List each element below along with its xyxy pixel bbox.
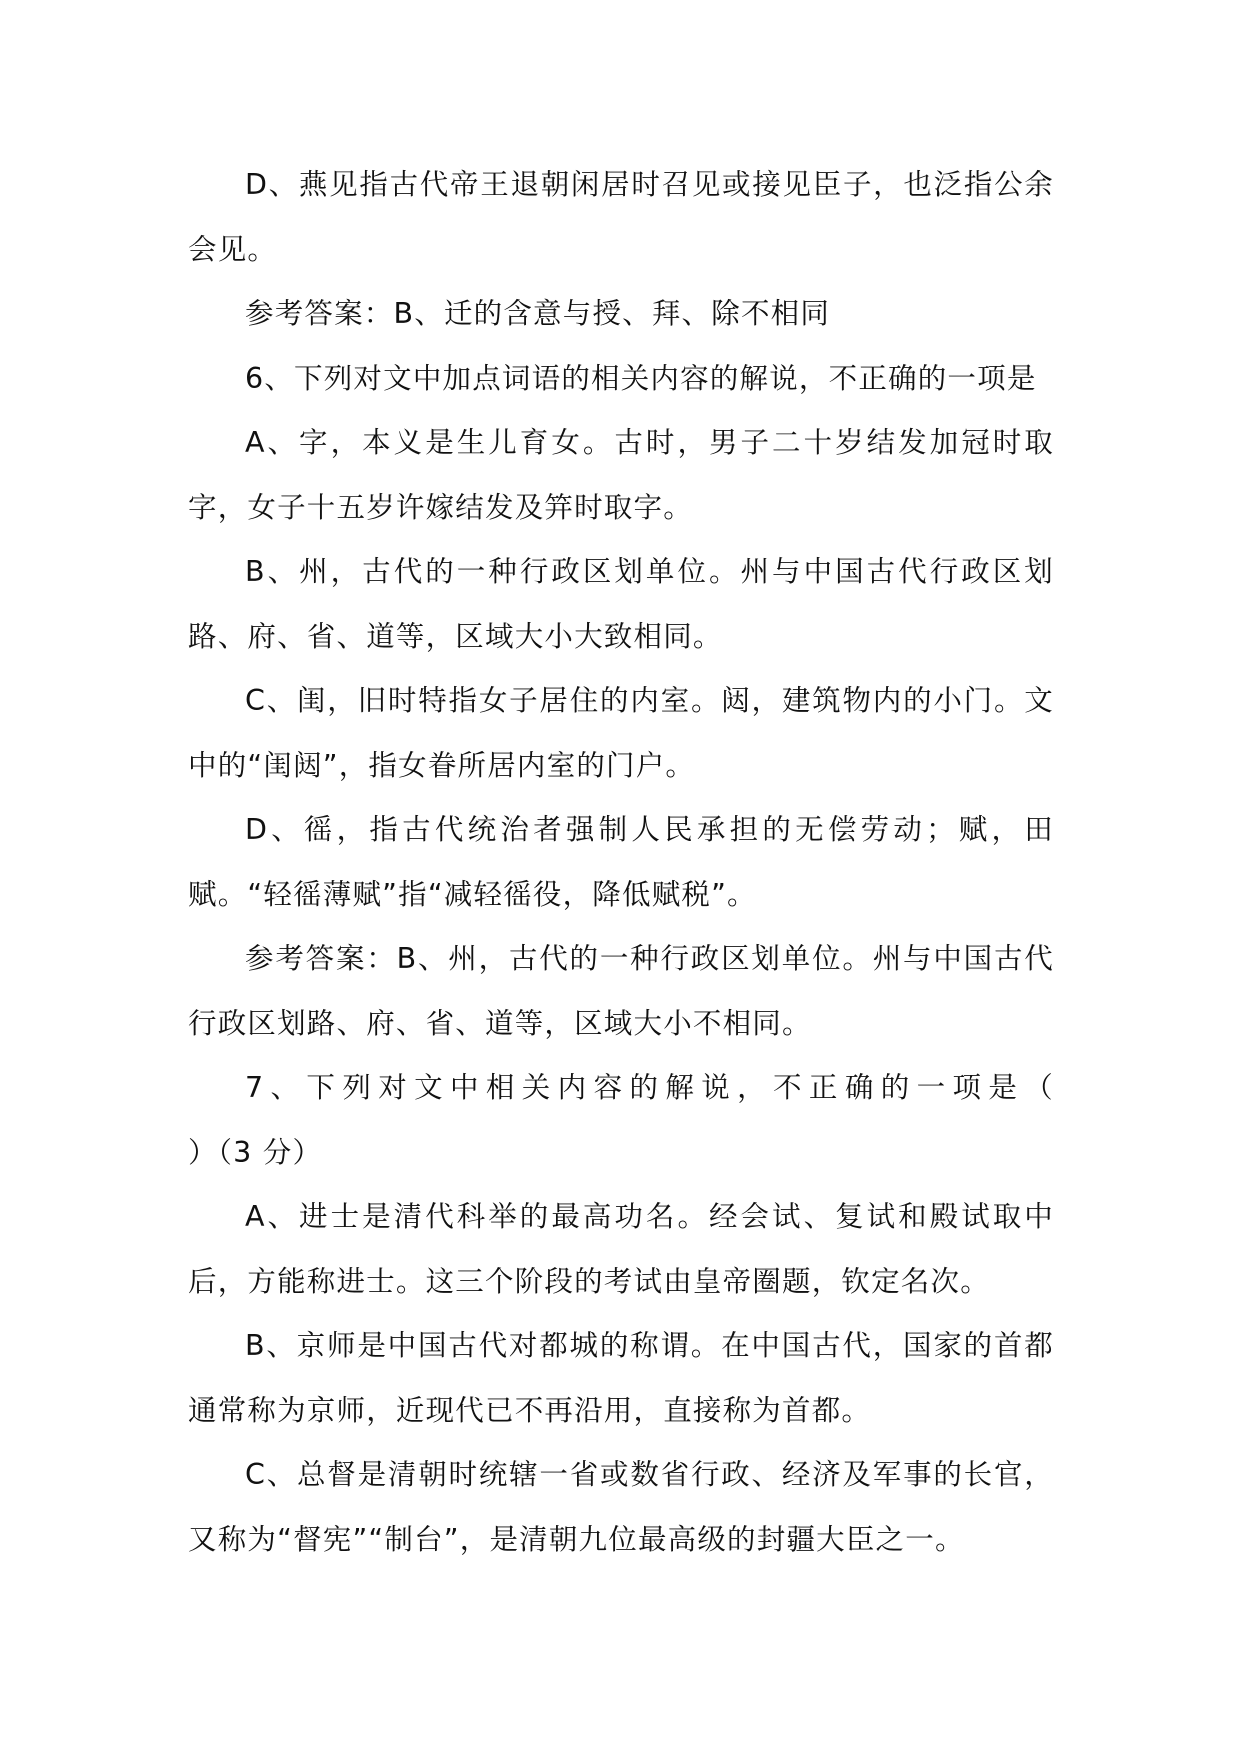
q7-option-b: B、京师是中国古代对都城的称谓。在中国古代，国家的首都通常称为京师，近现代已不再沿用，直接称为首都。: [188, 1329, 1054, 1427]
q6-option-a: A、字，本义是生儿育女。古时，男子二十岁结发加冠时取字，女子十五岁许嫁结发及笄时取字。: [188, 426, 1054, 524]
document-body: [188, 153, 1203, 1572]
option-d-yanjian: D、燕见指古代帝王退朝闲居时召见或接见臣子，也泛指公余会见。: [188, 168, 1054, 266]
q6-option-d: D、徭，指古代统治者强制人民承担的无偿劳动；赋，田赋。“轻徭薄赋”指“减轻徭役，降低赋税”。: [188, 813, 1054, 911]
question-6: 6、下列对文中加点词语的相关内容的解说，不正确的一项是: [245, 361, 1037, 395]
question-7: 7、下列对文中相关内容的解说，不正确的一项是（ ）（3 分）: [188, 1071, 1203, 1169]
q7-option-a: A、进士是清代科举的最高功名。经会试、复试和殿试取中后，方能称进士。这三个阶段的考试由皇帝圈题，钦定名次。: [188, 1200, 1054, 1298]
q6-option-b: B、州，古代的一种行政区划单位。州与中国古代行政区划路、府、省、道等，区域大小大致相同。: [188, 555, 1054, 653]
q7-option-c: C、总督是清朝时统辖一省或数省行政、经济及军事的长官，又称为“督宪”“制台”，是清朝九位最高级的封疆大臣之一。: [188, 1458, 1054, 1556]
answer-q6: 参考答案：B、州，古代的一种行政区划单位。州与中国古代行政区划路、府、省、道等，区域大小不相同。: [188, 942, 1054, 1040]
answer-q5: 参考答案：B、迁的含意与授、拜、除不相同: [245, 297, 831, 330]
q6-option-c: C、闺，旧时特指女子居住的内室。闼，建筑物内的小门。文中的“闺闼”，指女眷所居内室的门户。: [188, 684, 1054, 782]
